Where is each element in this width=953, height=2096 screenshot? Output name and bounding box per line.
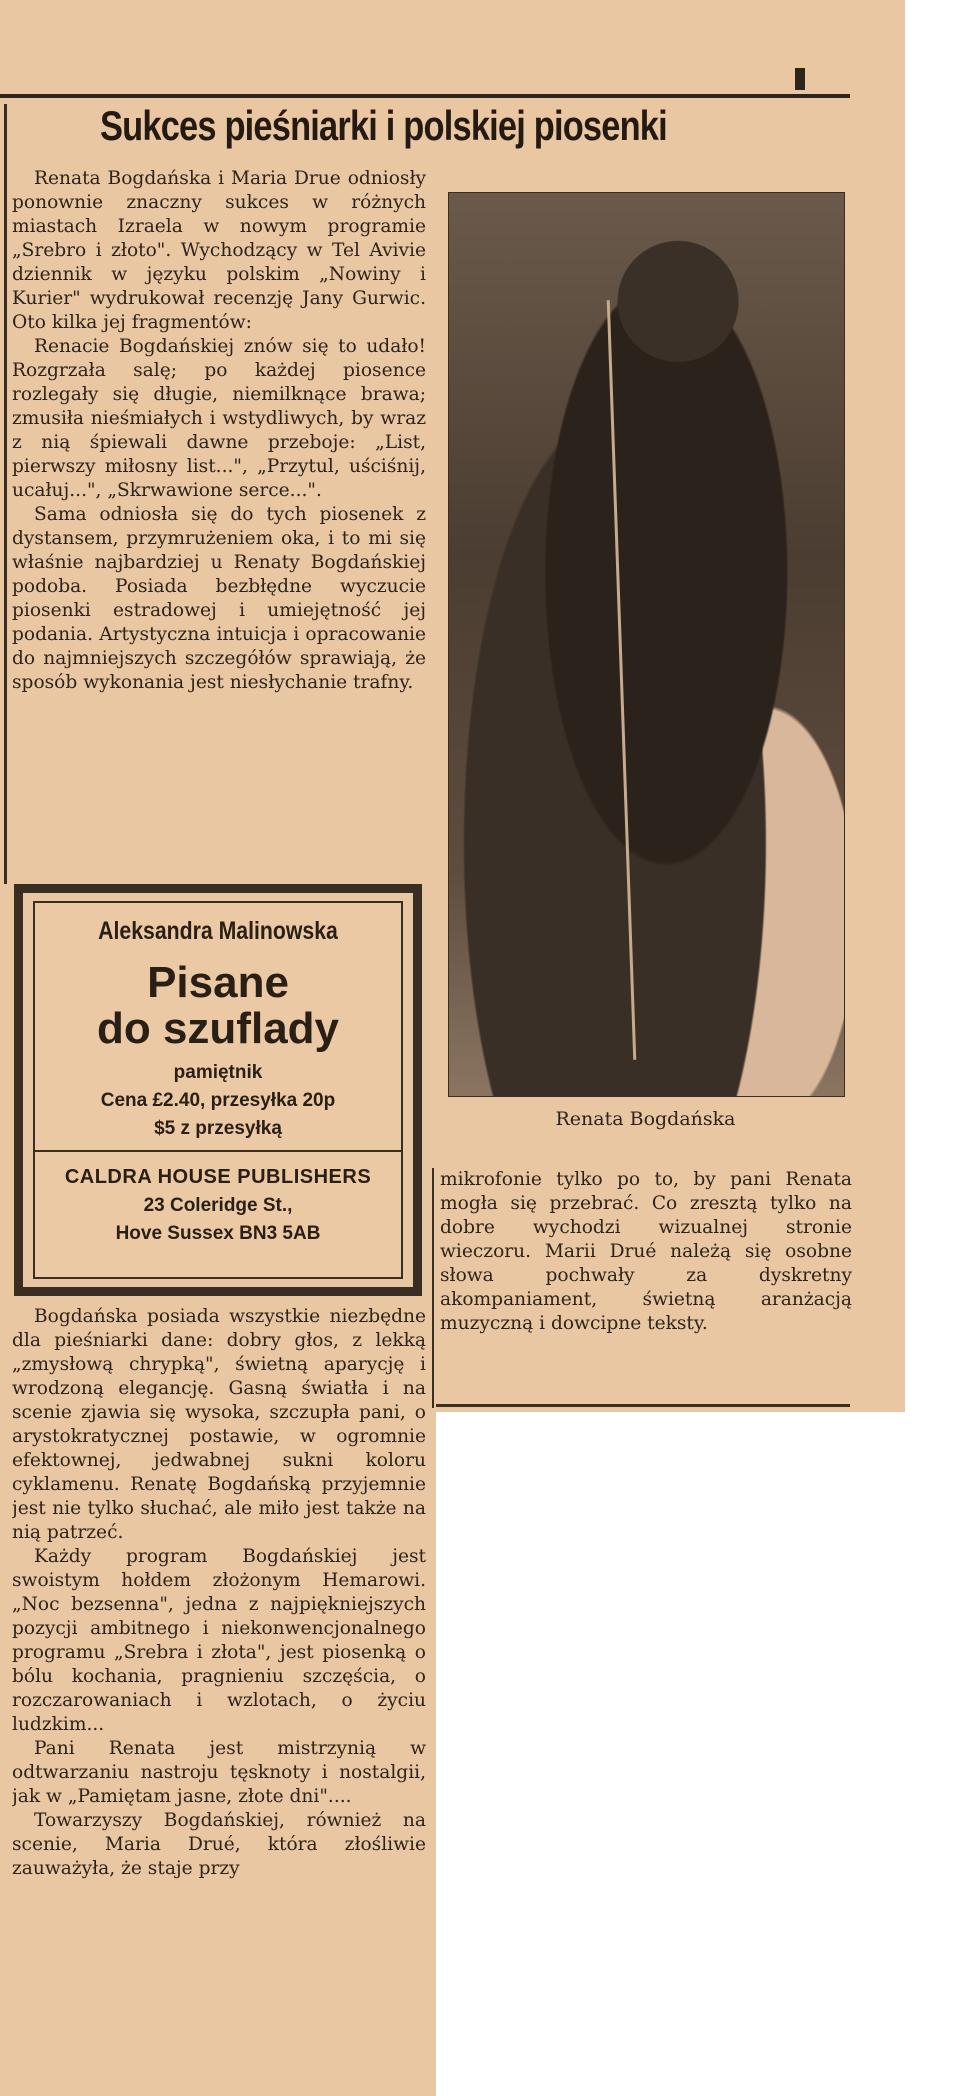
- paragraph: Towarzyszy Bogdańskiej, również na scenie, Maria Drué, która złośliwie zauważyła, że staje przy: [12, 1810, 426, 1879]
- ad-price-usd: $5 z przesyłką: [154, 1118, 282, 1139]
- paragraph: Sama odniosła się do tych piosenek z dystansem, przymrużeniem oka, i to mi się właśnie najbardziej u Renaty Bogdańskiej podoba. Posiada bezbłędne wyczucie piosenki estradowej i umiejętność jej podania. Artystyczna intuicja i opracowanie do najmniejszych szczegółów sprawiają, że sposób wykonania jest niesłychanie trafny.: [12, 504, 426, 693]
- advertisement-body: [33, 901, 403, 1279]
- article-column-2: [440, 1168, 852, 1398]
- paragraph: Renacie Bogdańskiej znów się to udało! Rozgrzała salę; po każdej piosence rozlegały się długie, niemilknące brawa; zmusiła nieśmiałych i wstydliwych, by wraz z nią śpiewali dawne przeboje: „List, pierwszy miłosny list...", „Przytul, uściśnij, ucałuj...", „Skrwawione serce...".: [12, 336, 426, 501]
- article-headline: Sukces pieśniarki i polskiej piosenki: [100, 102, 667, 149]
- top-rule-mark: [795, 68, 805, 90]
- ad-address: 23 Coleridge St.,: [143, 1195, 293, 1216]
- ad-author: Aleksandra Malinowska: [98, 917, 338, 945]
- performer-photo: [448, 192, 845, 1097]
- article-column-1-bottom: [12, 1305, 426, 2095]
- ad-title-line-2: do szuflady: [96, 1004, 340, 1053]
- book-advertisement: [14, 884, 422, 1296]
- column-separator: [432, 1168, 434, 1408]
- ad-city: Hove Sussex BN3 5AB: [115, 1223, 321, 1244]
- article-column-1-top: [12, 167, 426, 877]
- top-rule: [0, 94, 850, 98]
- left-rule: [4, 104, 7, 884]
- ad-price: Cena £2.40, przesyłka 20p: [100, 1090, 336, 1111]
- paragraph: Bogdańska posiada wszystkie niezbędne dla pieśniarki dane: dobry głos, z lekką „zmysłową chrypką", świetną aparycję i wrodzoną elegancję. Gasną światła i na scenie zjawia się wysoka, szczupła pani, o arystokratycznej postawie, w ogromnie efektownej, jedwabnej sukni koloru cyklamenu. Renatę Bogdańską przyjemnie jest nie tylko słuchać, ale miło jest także na nią patrzeć.: [12, 1306, 426, 1543]
- paragraph: mikrofonie tylko po to, by pani Renata mogła się przebrać. Co zresztą tylko na dobre wychodzi wizualnej stronie wieczoru. Marii Drué należą się osobne słowa pochwały za dyskretny akompaniament, świetną aranżacją muzyczną i dowcipne teksty.: [440, 1169, 852, 1334]
- paragraph: Renata Bogdańska i Maria Drue odniosły ponownie znaczny sukces w różnych miastach Izraela w nowym programie „Srebro i złoto". Wychodzący w Tel Avivie dziennik w języku polskim „Nowiny i Kurier" wydrukował recenzję Jany Gurwic. Oto kilka jej fragmentów:: [12, 168, 426, 333]
- ad-genre: pamiętnik: [173, 1062, 263, 1083]
- end-rule: [436, 1404, 850, 1407]
- paragraph: Każdy program Bogdańskiej jest swoistym hołdem złożonym Hemarowi. „Noc bezsenna", jedna z najpiękniejszych pozycji ambitnego i niekonwencjonalnego programu „Srebra i złota", jest piosenką o bólu kochania, pragnieniu szczęścia, o rozczarowaniach i wzlotach, o życiu ludzkim...: [12, 1546, 426, 1735]
- ad-divider: [35, 1150, 401, 1152]
- ad-publisher: CALDRA HOUSE PUBLISHERS: [64, 1166, 372, 1188]
- ad-title-line-1: Pisane: [147, 958, 289, 1007]
- paragraph: Pani Renata jest mistrzynią w odtwarzaniu nastroju tęsknoty i nostalgii, jak w „Pamiętam jasne, złote dni"....: [12, 1738, 426, 1807]
- photo-caption: Renata Bogdańska: [555, 1108, 736, 1130]
